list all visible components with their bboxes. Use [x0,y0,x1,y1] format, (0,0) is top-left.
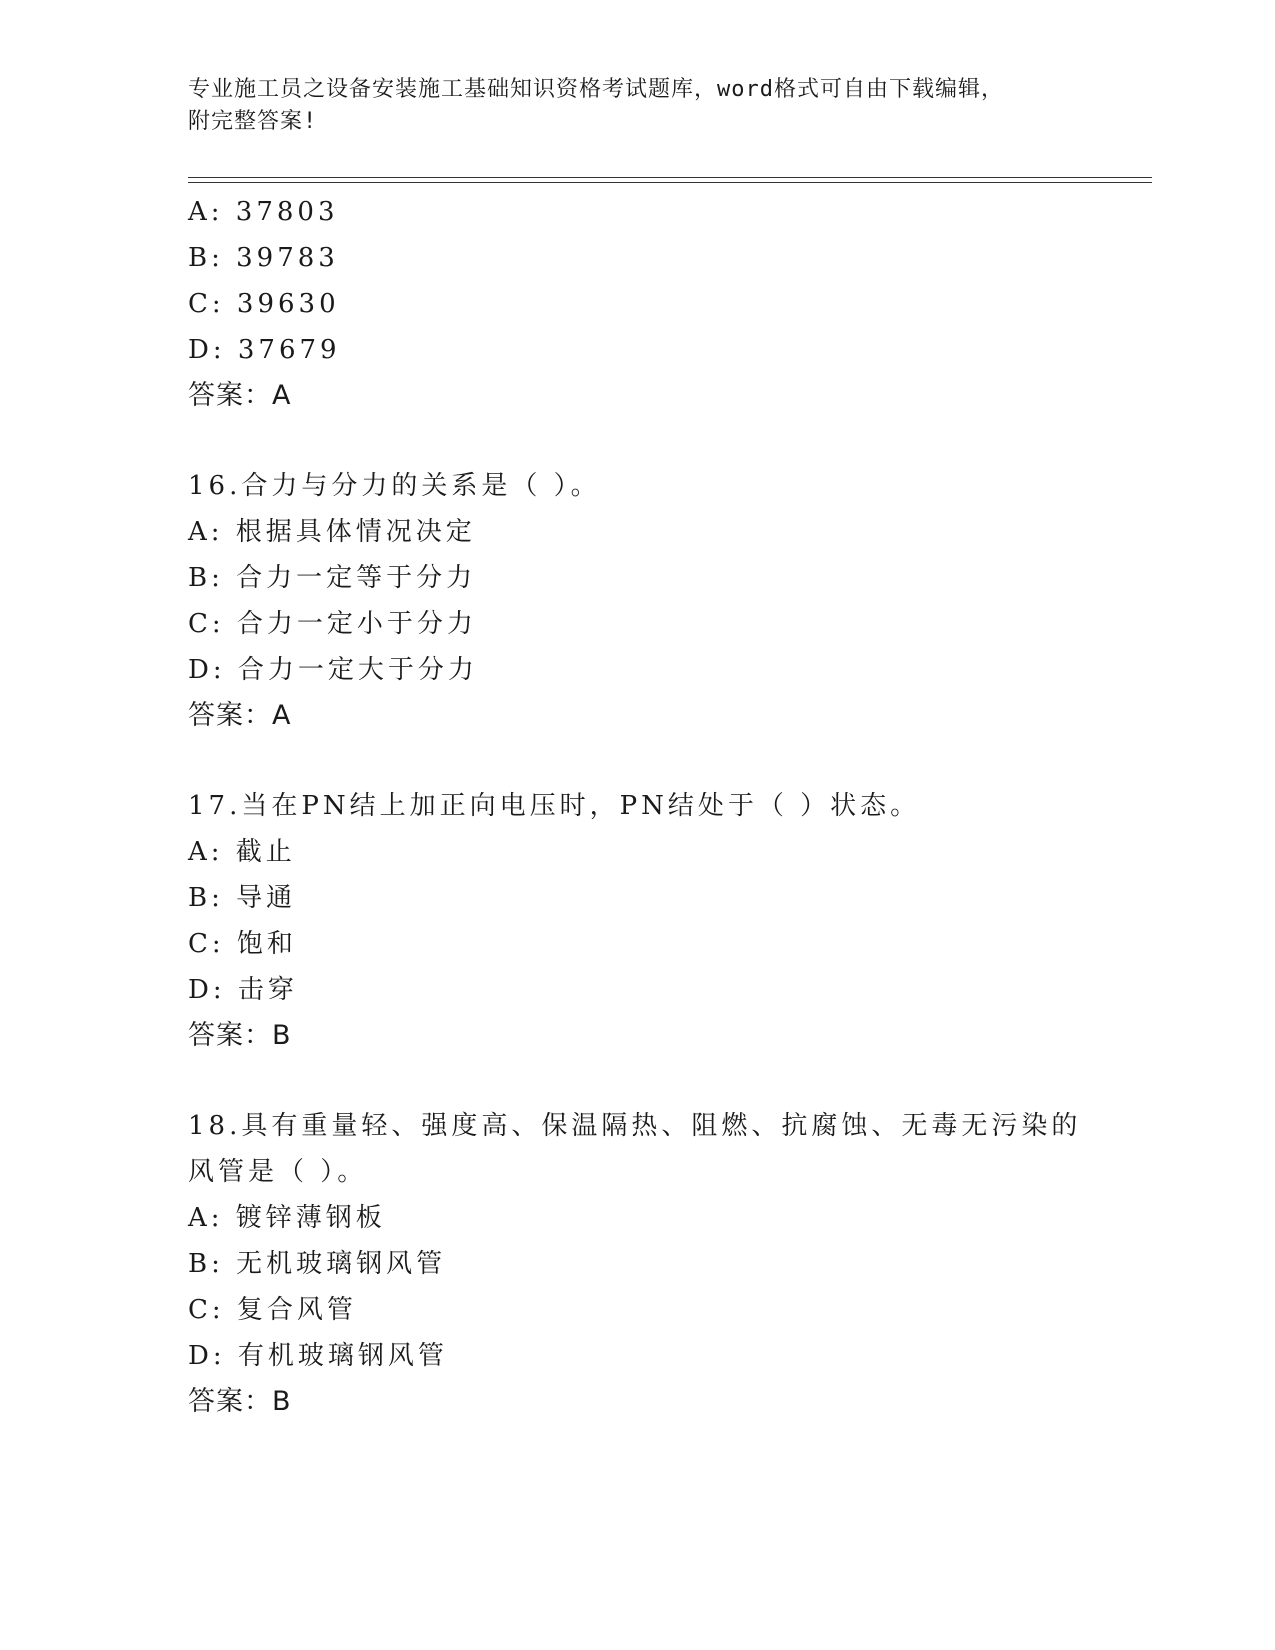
answer: 答案：A [188,700,292,731]
spacer [188,739,1152,783]
spacer [188,419,1152,463]
option-d: D: 击穿 [188,975,298,1005]
option-d: D: 37679 [188,335,341,365]
header-divider-top [188,177,1152,178]
spacer [188,1059,1152,1103]
header-line-2: 附完整答案! [188,109,318,134]
answer: 答案：B [188,1386,292,1417]
question-text: 18.具有重量轻、强度高、保温隔热、阻燃、抗腐蚀、无毒无污染的风管是（ ）。 [188,1111,1082,1187]
document-header [188,74,1068,138]
question-18 [188,1103,1152,1425]
option-a: A: 37803 [188,197,339,227]
option-a: A: 截止 [188,837,296,867]
option-c: C: 合力一定小于分力 [188,609,477,639]
question-15 [188,189,1152,419]
header-divider-bottom [188,182,1152,183]
option-a: A: 根据具体情况决定 [188,517,476,547]
option-b: B: 合力一定等于分力 [188,563,477,593]
answer: 答案：A [188,380,292,411]
question-16 [188,463,1152,739]
question-text: 16.合力与分力的关系是（ ）。 [188,471,601,501]
option-c: C: 饱和 [188,929,297,959]
question-17 [188,783,1152,1059]
option-b: B: 导通 [188,883,297,913]
option-d: D: 合力一定大于分力 [188,655,478,685]
option-c: C: 复合风管 [188,1295,357,1325]
answer: 答案：B [188,1020,292,1051]
option-c: C: 39630 [188,289,340,319]
option-b: B: 无机玻璃钢风管 [188,1249,447,1279]
header-line-1: 专业施工员之设备安装施工基础知识资格考试题库，word格式可自由下载编辑， [188,77,1004,102]
option-d: D: 有机玻璃钢风管 [188,1341,448,1371]
option-b: B: 39783 [188,243,339,273]
option-a: A: 镀锌薄钢板 [188,1203,386,1233]
question-text: 17.当在PN结上加正向电压时，PN结处于（ ）状态。 [188,791,921,821]
question-list [188,189,1152,1425]
